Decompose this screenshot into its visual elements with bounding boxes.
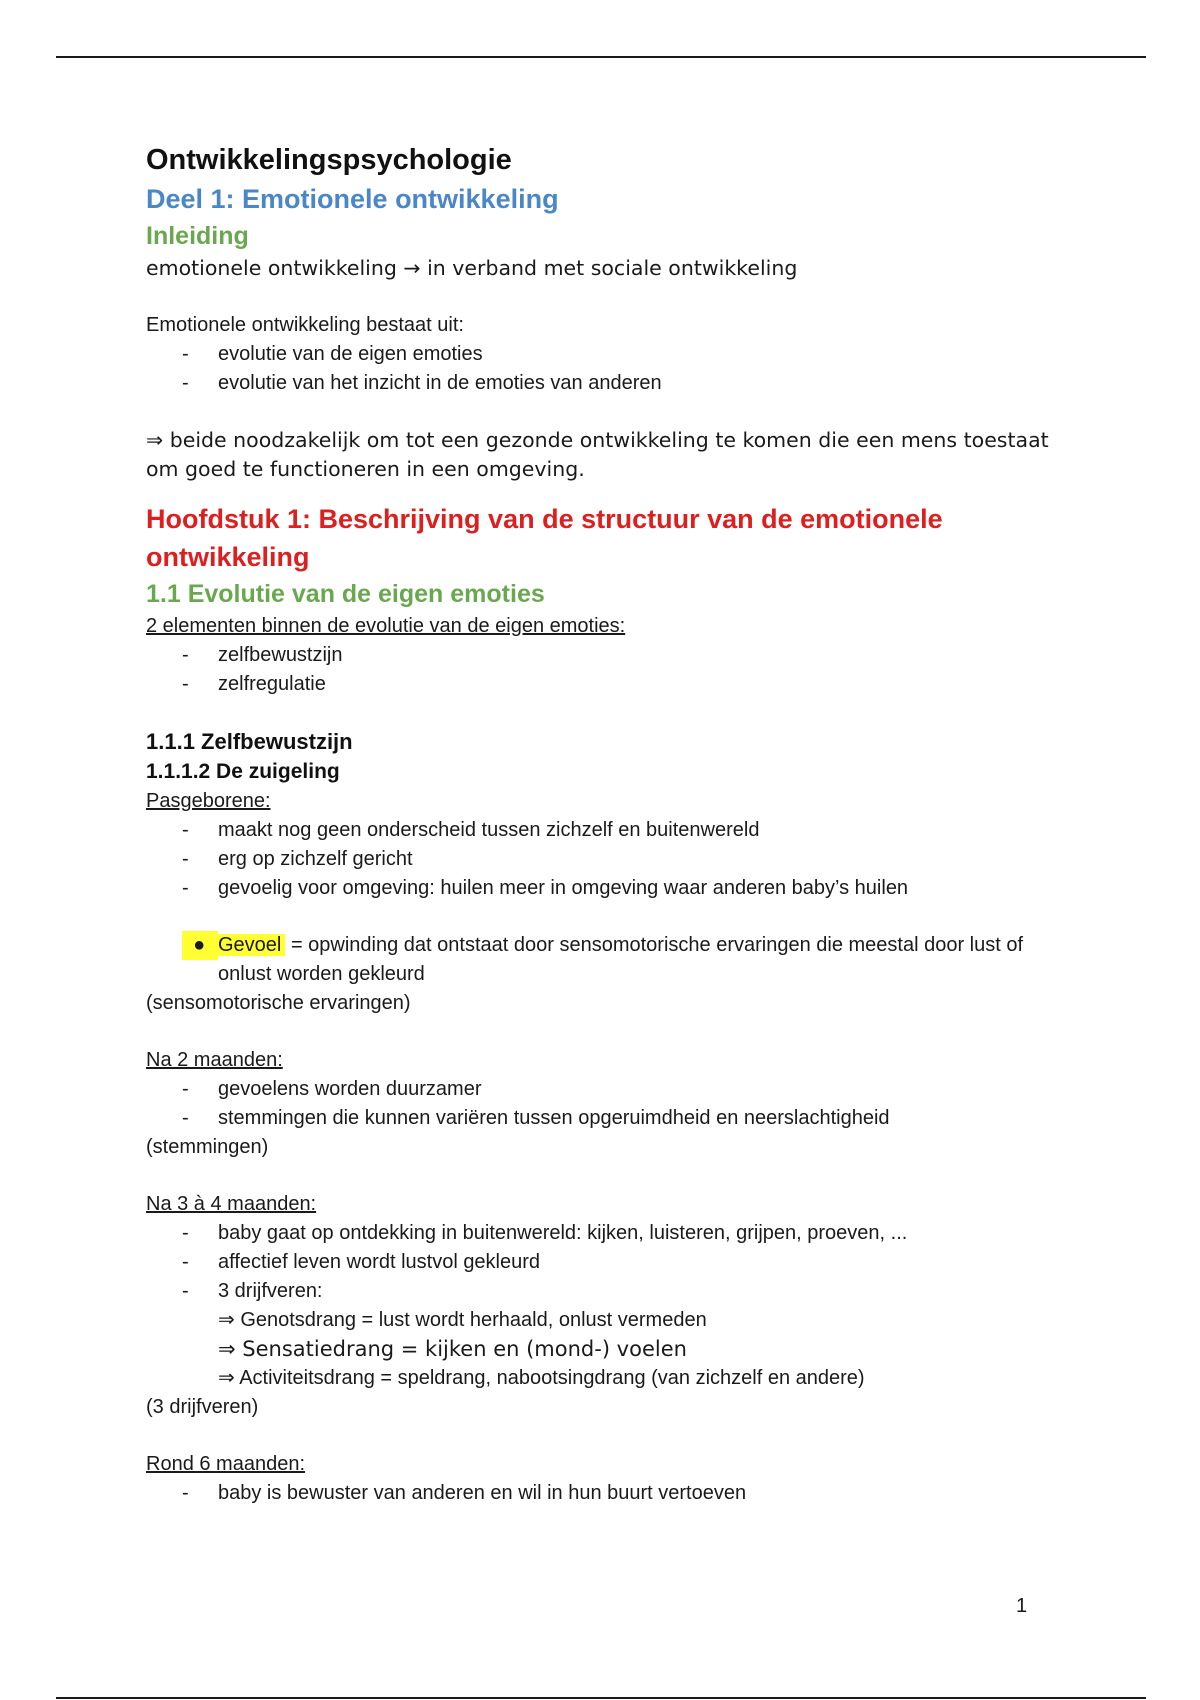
drive-item: ⇒ Activiteitsdrang = speldrang, nabootsingdrang (van zichzelf en andere) [218, 1367, 865, 1389]
elements-label: 2 elementen binnen de evolutie van de eigen emoties: [146, 615, 626, 637]
part-heading: Deel 1: Emotionele ontwikkeling [146, 184, 559, 214]
intro-line: emotionele ontwikkeling → in verband met sociale ontwikkeling [146, 256, 798, 280]
drive-item: ⇒ Genotsdrang = lust wordt herhaald, onlust vermeden [218, 1309, 707, 1331]
definition-text: = opwinding dat ontstaat door sensomotorische ervaringen die meestal door lust of onlust worden gekleurd [218, 934, 1024, 985]
list-item: - gevoelig voor omgeving: huilen meer in omgeving waar anderen baby’s huilen [146, 874, 1066, 903]
consists-of-label: Emotionele ontwikkeling bestaat uit: [146, 314, 464, 336]
page-number: 1 [1016, 1595, 1028, 1617]
intro-heading: Inleiding [146, 222, 249, 250]
footer-rule [56, 1697, 1146, 1699]
bullet-icon: ● [182, 931, 218, 960]
six-months-list [146, 1479, 1066, 1508]
document-title: Ontwikkelingspsychologie [146, 144, 512, 176]
drives-note: (3 drijfveren) [146, 1396, 259, 1418]
list-item: - baby gaat op ontdekking in buitenwereld: kijken, luisteren, grijpen, proeven, ... [146, 1219, 1066, 1248]
elements-list [146, 641, 1066, 699]
section-heading-1-1: 1.1 Evolutie van de eigen emoties [146, 580, 545, 608]
list-item: - affectief leven wordt lustvol gekleurd [146, 1248, 1066, 1277]
two-months-list [146, 1075, 1066, 1133]
section-heading-1-1-1: 1.1.1 Zelfbewustzijn [146, 729, 353, 754]
section-heading-1-1-1-2: 1.1.1.2 De zuigeling [146, 760, 340, 783]
document-page [146, 140, 1066, 1508]
list-item: - maakt nog geen onderscheid tussen zichzelf en buitenwereld [146, 816, 1066, 845]
list-item: - zelfbewustzijn [146, 641, 1066, 670]
list-item: - evolutie van de eigen emoties [146, 340, 1066, 369]
feeling-definition [146, 931, 1066, 989]
highlighted-term: Gevoel [218, 934, 285, 956]
list-item: - gevoelens worden duurzamer [146, 1075, 1066, 1104]
three-four-months-label: Na 3 à 4 maanden: [146, 1193, 317, 1215]
feeling-note: (sensomotorische ervaringen) [146, 992, 411, 1014]
chapter-heading: Hoofdstuk 1: Beschrijving van de structuur van de emotionele ontwikkeling [146, 504, 943, 572]
list-item: - evolutie van het inzicht in de emoties van anderen [146, 369, 1066, 398]
conclusion-paragraph: ⇒ beide noodzakelijk om tot een gezonde ontwikkeling te komen die een mens toestaat om goed te functioneren in een omgeving. [146, 428, 1049, 481]
two-months-label: Na 2 maanden: [146, 1049, 283, 1071]
list-item: - zelfregulatie [146, 670, 1066, 699]
list-item: - baby is bewuster van anderen en wil in hun buurt vertoeven [146, 1479, 1066, 1508]
header-rule [56, 56, 1146, 58]
two-months-note: (stemmingen) [146, 1136, 269, 1158]
newborn-list [146, 816, 1066, 903]
list-item: - erg op zichzelf gericht [146, 845, 1066, 874]
three-four-months-list [146, 1219, 1066, 1306]
newborn-label: Pasgeborene: [146, 790, 271, 812]
six-months-label: Rond 6 maanden: [146, 1453, 306, 1475]
drive-item: ⇒ Sensatiedrang = kijken en (mond-) voelen [218, 1337, 687, 1361]
list-item: - 3 drijfveren: [146, 1277, 1066, 1306]
list-item: - stemmingen die kunnen variëren tussen opgeruimdheid en neerslachtigheid [146, 1104, 1066, 1133]
consists-list [146, 340, 1066, 398]
